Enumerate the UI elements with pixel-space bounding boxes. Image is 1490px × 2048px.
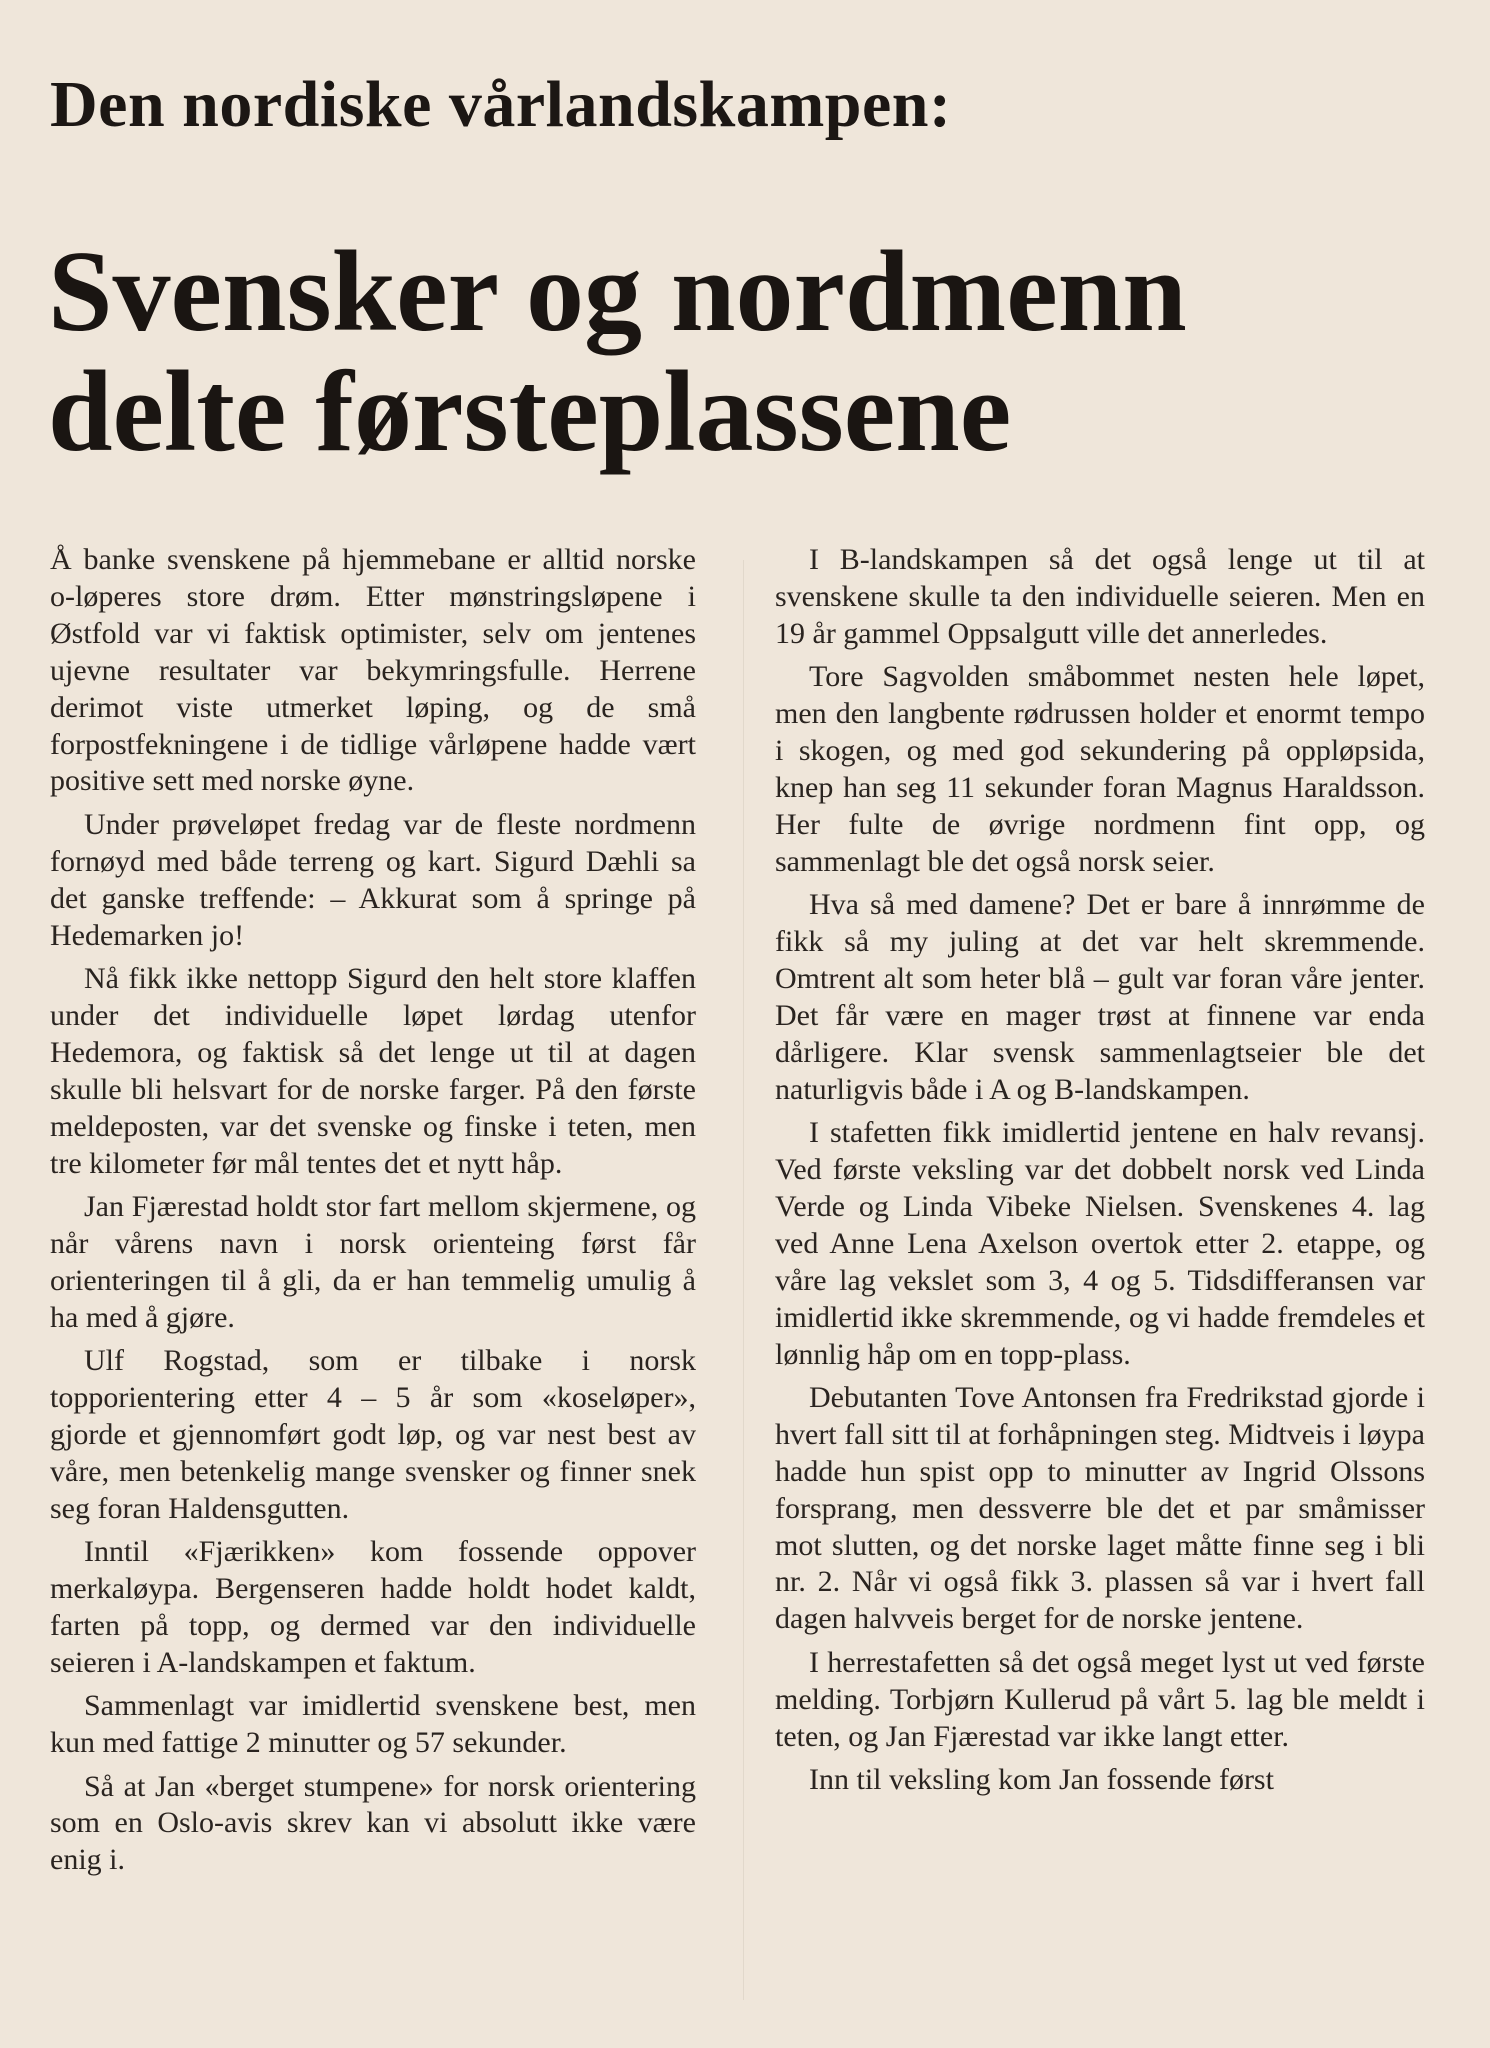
paragraph: I herrestafetten så det også meget lyst ut ved første melding. Torbjørn Kullerud på vårt 5. lag ble meldt i teten, og Jan Fjærestad var ikke langt etter. <box>775 1645 1425 1753</box>
headline-line-1: Svensker og nordmenn <box>48 228 1187 356</box>
article-kicker: Den nordiske vårlandskampen: <box>50 68 952 141</box>
column-divider <box>743 560 744 2000</box>
paragraph: I B-landskampen så det også lenge ut til at svenskene skulle ta den individuelle seieren. Men en 19 år gammel Oppsalgutt ville det annerledes. <box>775 543 1425 650</box>
paragraph: I stafetten fikk imidlertid jentene en halv revansj. Ved første veksling var det dobbelt norsk ved Linda Verde og Linda Vibeke Nielsen. Svenskenes 4. lag ved Anne Lena Axelson overtok etter 2. etappe, og våre lag vekslet som 3, 4 og 5. Tidsdifferansen var imidlertid ikke skremmende, og vi hadde fremdeles et lønnlig håp om en topp-plass. <box>775 1116 1425 1371</box>
paragraph: Jan Fjærestad holdt stor fart mellom skjermene, og når vårens navn i norsk orienteing først får orienteringen til å gli, da er han temmelig umulig å ha med å gjøre. <box>50 1189 696 1334</box>
paragraph: Ulf Rogstad, som er tilbake i norsk topporientering etter 4 – 5 år som «koseløper», gjorde et gjennomført godt løp, og var nest best av våre, men betenkelig mange svensker og finner snek seg foran Haldensgutten. <box>50 1344 696 1525</box>
article-headline <box>48 228 1448 476</box>
paragraph: Sammenlagt var imidlertid svenskene best, men kun med fattige 2 minutter og 57 sekunder. <box>50 1689 696 1760</box>
paragraph: Å banke svenskene på hjemmebane er alltid norske o-løperes store drøm. Etter mønstringsløpene i Østfold var vi faktisk optimister, selv om jentenes ujevne resultater var bekymringsfulle. Herrene derimot viste utmerket løping, og de små forpostfekningene i de tidlige vårløpene hadde vært positive sett med norske øyne. <box>50 543 696 798</box>
headline-line-2: delte førsteplassene <box>48 348 1012 476</box>
paragraph: Debutanten Tove Antonsen fra Fredrikstad gjorde i hvert fall sitt til at forhåpningen steg. Midtveis i løypa hadde hun spist opp to minutter av Ingrid Olssons forsprang, men dessverre ble det et par småmisser mot slutten, og det norske laget måtte finne seg i bli nr. 2. Når vi også fikk 3. plassen så var i hvert fall dagen halvveis berget for de norske jentene. <box>775 1380 1425 1636</box>
paragraph: Så at Jan «berget stumpene» for norsk orientering som en Oslo-avis skrev kan vi absolutt ikke være enig i. <box>50 1769 696 1877</box>
paragraph: Tore Sagvolden småbommet nesten hele løpet, men den langbente rødrussen holder et enormt tempo i skogen, og med god sekundering på oppløpsida, knep han seg 11 sekunder foran Magnus Haraldsson. Her fulte de øvrige nordmenn fint opp, og sammenlagt ble det også norsk seier. <box>775 660 1425 878</box>
left-column <box>50 542 696 1886</box>
paragraph: Inntil «Fjærikken» kom fossende oppover merkaløypa. Bergenseren hadde holdt hodet kaldt, farten på topp, og dermed var den individuelle seieren i A-landskampen et faktum. <box>50 1535 696 1679</box>
paragraph: Nå fikk ikke nettopp Sigurd den helt store klaffen under det individuelle løpet lørdag utenfor Hedemora, og faktisk så det lenge ut til at dagen skulle bli helsvart for de norske farger. På den første meldeposten, var det svenske og finske i teten, men tre kilometer før mål tentes det et nytt håp. <box>50 961 696 1180</box>
right-column <box>775 542 1425 1805</box>
paragraph: Inn til veksling kom Jan fossende først <box>809 1763 1274 1796</box>
paragraph: Hva så med damene? Det er bare å innrømme de fikk så my juling at det var helt skremmende. Omtrent alt som heter blå – gult var foran våre jenter. Det får være en mager trøst at finnene var enda dårligere. Klar svensk sammenlagtseier ble det naturligvis både i A og B-landskampen. <box>775 888 1425 1106</box>
paragraph: Under prøveløpet fredag var de fleste nordmenn fornøyd med både terreng og kart. Sigurd Dæhli sa det ganske treffende: – Akkurat som å springe på Hedemarken jo! <box>50 807 696 952</box>
